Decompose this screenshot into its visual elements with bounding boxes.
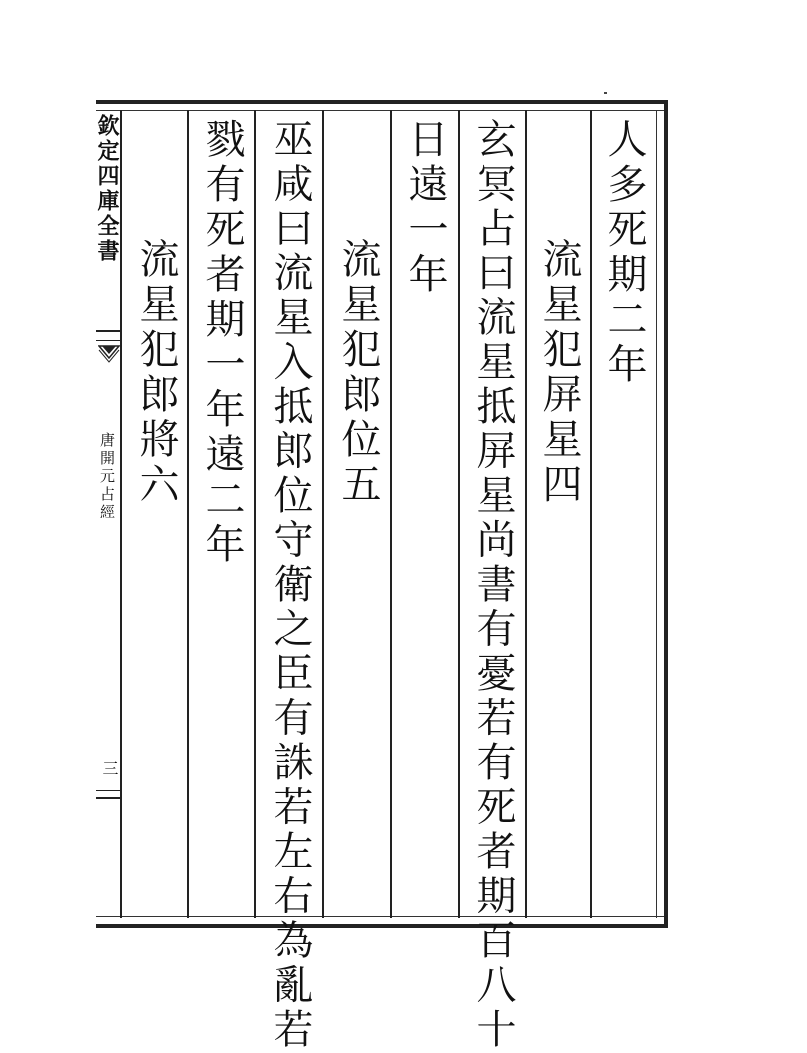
column-rule [525,110,527,918]
frame-bottom-inner-border [96,916,668,917]
text-column: 人多死期二年 [601,118,647,388]
text-column: 日遠一年 [402,118,448,298]
text-column: 玄冥占曰流星抵屏星尚書有憂若有死者期百八十 [470,118,516,1053]
column-rule [390,110,392,918]
text-column: 流星犯郎位五 [335,238,381,508]
text-column: 流星犯屏星四 [536,238,582,508]
text-column: 戮有死者期一年遠二年 [199,118,245,568]
frame-top-inner-border [96,110,668,111]
spine-book-title: 唐開元占經 [98,432,116,522]
spine-divider [96,340,122,341]
frame-right-border [664,100,668,928]
spine-divider [96,330,122,332]
spine-page-number: 三 [100,760,119,776]
frame-top-border [96,100,668,104]
column-rule [254,110,256,918]
frame-right-inner-border [656,110,657,918]
spine-divider [96,790,122,791]
column-rule [187,110,189,918]
column-rule [458,110,460,918]
frame-bottom-border [96,924,668,928]
text-column: 巫咸曰流星入抵郎位守衛之臣有誅若左右為亂若 [267,118,313,1053]
column-rule [590,110,592,918]
spine-divider [96,797,122,799]
text-column: 流星犯郎將六 [133,238,179,508]
spine-collection-title: 欽定四庫全書 [94,114,120,264]
ink-speck [604,92,607,94]
fish-tail-mark [98,344,120,374]
column-rule [322,110,324,918]
